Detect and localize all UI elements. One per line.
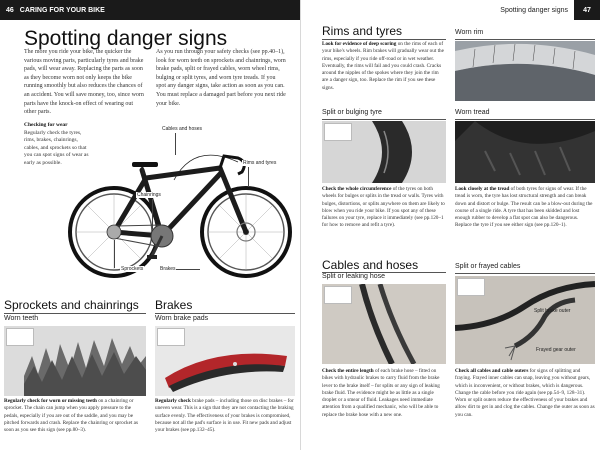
worn-tread-rule [455, 119, 595, 120]
page-gutter [300, 0, 301, 450]
saddle [132, 162, 158, 167]
leader-cables [175, 133, 176, 155]
road-bike-illustration [24, 122, 294, 287]
label-brakes: Brakes [160, 266, 176, 272]
split-tyre-label: Split or bulging tyre [322, 109, 382, 116]
cables-heading: Cables and hoses [322, 258, 419, 272]
cables-caption [455, 368, 595, 419]
split-tyre-bike-thumb [324, 123, 352, 141]
hose-caption-bold: Check the entire length [322, 368, 374, 374]
rims-intro [322, 41, 446, 92]
cables-caption-text: for signs of splitting and fraying. Frayed inner cables can snap, leaving you without gears, which is inconvenient, or without brakes, which is dangerous. Change the cable before you ride again (see pp.54–9, 128–31). Worn or split outers reduce the effectiveness of your brakes and allow dirt to get in and clog the cables. Change the outer as soon as you can. [455, 368, 595, 418]
brake-pad-bike-thumb [157, 328, 185, 346]
brakes-caption [155, 398, 295, 434]
worn-teeth-photo [4, 326, 146, 396]
brakes-caption-text: brake pads – including those on disc brakes – for uneven wear. This is a sign that they are not contacting the braking surface evenly. The effectiveness of your brakes is compromised, because not all the pad's surface is in use. Fit new pads and adjust your brakes (see pp.132–45). [155, 398, 294, 434]
sprockets-caption [4, 398, 146, 434]
leader-sprockets [114, 240, 115, 268]
label-sprockets: Sprockets [121, 266, 144, 272]
label-rims-and-tyres: Rims and tyres [243, 160, 277, 166]
leader-rims [248, 167, 249, 187]
brakes-rule [155, 313, 295, 314]
split-tyre-caption [322, 186, 446, 230]
pedal [147, 255, 157, 259]
cassette [107, 225, 121, 239]
left-section-title: CARING FOR YOUR BIKE [19, 6, 105, 14]
worn-rim-photo [455, 41, 595, 101]
label-cables-and-hoses: Cables and hoses [162, 126, 203, 132]
bike-callout-text: Regularly check the tyres, rims, brakes, chainrings, cables, and sprockets so that you can spot signs of wear as early as possible. [24, 129, 89, 166]
worn-tread-photo [455, 121, 595, 183]
leader-chainrings [152, 199, 153, 229]
tread-caption-text: of both tyres for signs of wear. If the tread is worn, the tyre has lost structural strength and can break down and distort or bulge. The result can be a blow-out during the course of a single ride. A tyre that has been skidded and lost enough rubber to develop a flat spot can also be dangerous. Replace the tyre if you see either sign (see pp.120–1). [455, 186, 593, 229]
sprockets-rule [4, 313, 146, 314]
worn-rim-label: Worn rim [455, 29, 484, 36]
bike-callout-heading: Checking for wear [24, 122, 68, 128]
left-page-number: 46 [6, 6, 14, 14]
rims-rule [322, 39, 446, 40]
hose-caption [322, 368, 446, 419]
frayed-gear-outer-tag: Frayed gear outer [536, 347, 576, 353]
hose-bike-thumb [324, 286, 352, 304]
label-chainrings: Chainrings [137, 192, 161, 198]
intro-column-2: As you run through your safety checks (see pp.40–1), look for worn teeth on sprockets and chainrings, worn brake pads, split or frayed cables, worn wheel rims, bulging or split tyres, and worn tyre treads. If you spot any danger signs, take action as soon as you can. You must replace a damaged part before you next ride your bike. [156, 49, 286, 107]
right-page-header [300, 0, 600, 20]
worn-teeth-bike-thumb [6, 328, 34, 346]
split-tyre-rule [322, 119, 446, 120]
leaking-hose-photo [322, 284, 446, 364]
split-tyre-photo [322, 121, 446, 183]
leaking-hose-label: Split or leaking hose [322, 273, 386, 280]
worn-tread-caption [455, 186, 595, 230]
cables-bike-thumb [457, 278, 485, 296]
sprockets-heading: Sprockets and chainrings [4, 298, 139, 312]
cables-caption-bold: Check all cables and cable outers [455, 368, 529, 374]
split-caption-text: of the tyres on both wheels for bulges or splits in the tread or walls. Tyres with bulges, distortions, or splits anywhere on them are likely to blow when you ride your bike. If you spot any of these failures on your tyre, replace it immediately (see pp.120–1 for how to remove and refit a tyre). [322, 186, 445, 229]
right-section-title: Spotting danger signs [500, 6, 568, 14]
sprockets-caption-bold: Regularly check for worn or missing teeth [4, 398, 97, 404]
worn-tread-label: Worn tread [455, 109, 490, 116]
rims-intro-text: on the rims of each of your bike's wheels. Rim brakes will gradually wear out the rims, especially if you ride off-road or in wet weather. Eventually, the rims will fail and you could crash. Cracks around the nipples of the spokes where they join the rim are a danger sign, too. Replace the rim if you see these signs. [322, 41, 444, 91]
rims-heading: Rims and tyres [322, 24, 403, 38]
worn-brake-pad-photo [155, 326, 295, 396]
split-brake-outer-tag: Split brake outer [534, 308, 571, 314]
worn-rim-rule [455, 39, 595, 40]
hose-caption-text: of each brake hose – fitted on bikes with hydraulic brakes to carry fluid from the brake lever to the brake itself – for splits or any sign of leaking brake fluid. The evidence might be as little as a single droplet or a smear of fluid. Leakages need immediate attention from a qualified mechanic, who will be able to replace the brake hose with a new one. [322, 368, 440, 418]
right-page-number: 47 [574, 0, 600, 20]
sprockets-subheading: Worn teeth [4, 315, 39, 322]
intro-column-1: The more you ride your bike, the quicker the various moving parts, particularly tyres and brake pads, will wear away. Replacing the parts as soon as they become worn not only keeps the bike running smoothly but also reduces the chances of an accident. You will save money, too, since worn parts have the knock-on effect of wearing out other parts. [24, 49, 144, 116]
brakes-heading: Brakes [155, 298, 193, 312]
sprockets-caption-text: on a chainring or sprocket. The chain can jump when you apply pressure to the pedals, especially if you are out of the saddle, and you may be pitched forwards and crash. Replace the chainring or sprocket as soon as you see this sign (see pp.80–3). [4, 398, 138, 434]
leader-brakes [176, 269, 200, 270]
page-title: Spotting danger signs [24, 27, 228, 50]
split-caption-bold: Check the whole circumference [322, 186, 392, 192]
left-page-header [0, 0, 300, 20]
tread-caption-bold: Look closely at the tread [455, 186, 510, 192]
brakes-caption-bold: Regularly check [155, 398, 191, 404]
frayed-cables-label: Split or frayed cables [455, 263, 521, 270]
rims-intro-bold: Look for evidence of deep scoring [322, 41, 397, 47]
frayed-cables-rule [455, 273, 595, 274]
downtube-brand-text: TROSI [170, 188, 197, 216]
brakes-subheading: Worn brake pads [155, 315, 209, 322]
